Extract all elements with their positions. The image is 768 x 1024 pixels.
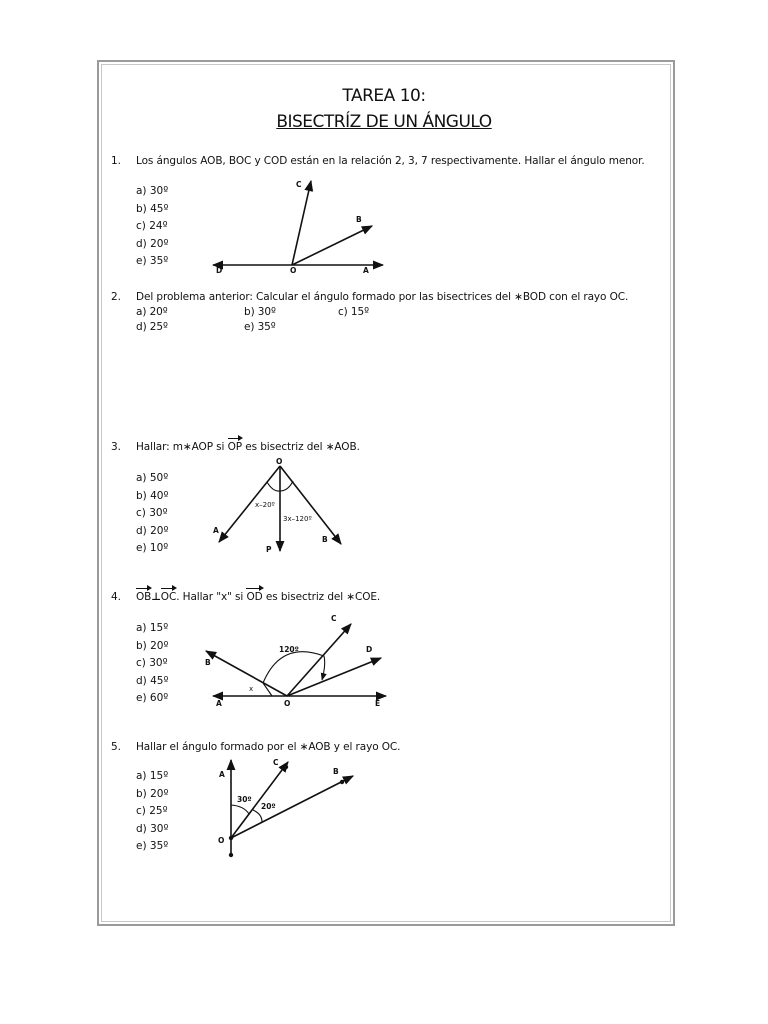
arc-20 [253, 810, 262, 822]
page-title: TAREA 10: [342, 86, 426, 106]
option: a) 30º [136, 185, 169, 197]
label-angle-2: 20º [261, 802, 276, 811]
ray-ob [206, 651, 287, 696]
ray-ob [231, 776, 353, 838]
arc-30 [231, 805, 249, 814]
vector-oc: OC [160, 591, 177, 603]
vector-od: OD [246, 591, 263, 603]
option: a) 20º [136, 306, 168, 318]
label-angle-1: 30º [237, 795, 252, 804]
label-b: B [333, 767, 339, 776]
arc-aop [267, 482, 280, 491]
ray-ob [280, 466, 341, 544]
problem-4-number: 4. [111, 591, 122, 603]
option: d) 20º [136, 524, 169, 537]
option: e) 35º [136, 255, 169, 267]
label-b: B [322, 535, 328, 544]
point-c [284, 765, 288, 769]
problem-5-text: Hallar el ángulo formado por el ∗AOB y el rayo OC. [136, 741, 401, 753]
diagram-4 [206, 624, 386, 696]
vector-ob: OB [136, 591, 152, 603]
label-b: B [205, 658, 211, 667]
option: d) 25º [136, 321, 168, 333]
arc-120 [263, 652, 325, 683]
option: d) 30º [136, 822, 169, 835]
point-end [229, 853, 233, 857]
option: d) 20º [136, 237, 169, 250]
label-o: O [284, 699, 291, 708]
option: c) 30º [136, 507, 168, 519]
label-x: x [249, 685, 254, 693]
ray-oc [287, 624, 351, 696]
problem-2-text: Del problema anterior: Calcular el ángulo formado por las bisectrices del ∗BOD con el rayo OC. [136, 291, 629, 303]
label-a: A [216, 699, 222, 708]
vector-op: OP [227, 441, 243, 453]
problem-3-text-pre: Hallar: m∗AOP si [136, 441, 225, 453]
option: c) 15º [338, 306, 369, 318]
label-angle-1: x–20º [255, 501, 275, 509]
option: b) 20º [136, 639, 169, 652]
option: b) 30º [244, 306, 276, 318]
label-c: C [331, 614, 337, 623]
label-e: E [375, 699, 381, 708]
option: c) 25º [136, 805, 168, 817]
option: e) 35º [136, 840, 169, 852]
label-angle-2: 3x–120º [283, 515, 312, 523]
option: b) 20º [136, 787, 169, 800]
problem-3-number: 3. [111, 441, 122, 453]
ray-oc [292, 181, 311, 265]
problem-4-text-post: es bisectriz del ∗COE. [265, 591, 381, 603]
label-a: A [219, 770, 225, 779]
problem-2-number: 2. [111, 291, 122, 303]
label-o: O [276, 457, 283, 466]
label-d: D [366, 645, 373, 654]
arc-pob [280, 481, 293, 491]
option: a) 50º [136, 472, 169, 484]
option: b) 40º [136, 489, 169, 502]
label-c: C [296, 180, 302, 189]
option: b) 45º [136, 202, 169, 215]
label-o: O [218, 836, 225, 845]
problem-1-text: Los ángulos AOB, BOC y COD están en la relación 2, 3, 7 respectivamente. Hallar el ángulo menor. [136, 155, 645, 167]
ray-ob [292, 226, 372, 265]
label-b: B [356, 215, 362, 224]
label-angle: 120º [279, 645, 299, 654]
option: e) 60º [136, 692, 169, 704]
page-subtitle: BISECTRÍZ DE UN ÁNGULO [276, 112, 492, 132]
label-d: D [216, 266, 223, 275]
label-a: A [213, 526, 219, 535]
option: d) 45º [136, 674, 169, 687]
problem-5-number: 5. [111, 741, 122, 753]
option: e) 35º [244, 321, 276, 333]
option: a) 15º [136, 622, 169, 634]
label-a: A [363, 266, 369, 275]
label-o: O [290, 266, 297, 275]
label-p: P [266, 545, 272, 554]
point-o [229, 836, 233, 840]
option: c) 24º [136, 220, 168, 232]
problem-4-text-mid: . Hallar "x" si [176, 591, 244, 603]
problem-3-text-post: es bisectriz del ∗AOB. [245, 441, 360, 453]
problem-1-number: 1. [111, 155, 122, 167]
label-c: C [273, 758, 279, 767]
option: e) 10º [136, 542, 169, 554]
point-b [340, 780, 344, 784]
option: a) 15º [136, 770, 169, 782]
ray-od [287, 658, 381, 696]
option: c) 30º [136, 657, 168, 669]
perpendicular-symbol: ⊥ [151, 591, 161, 603]
